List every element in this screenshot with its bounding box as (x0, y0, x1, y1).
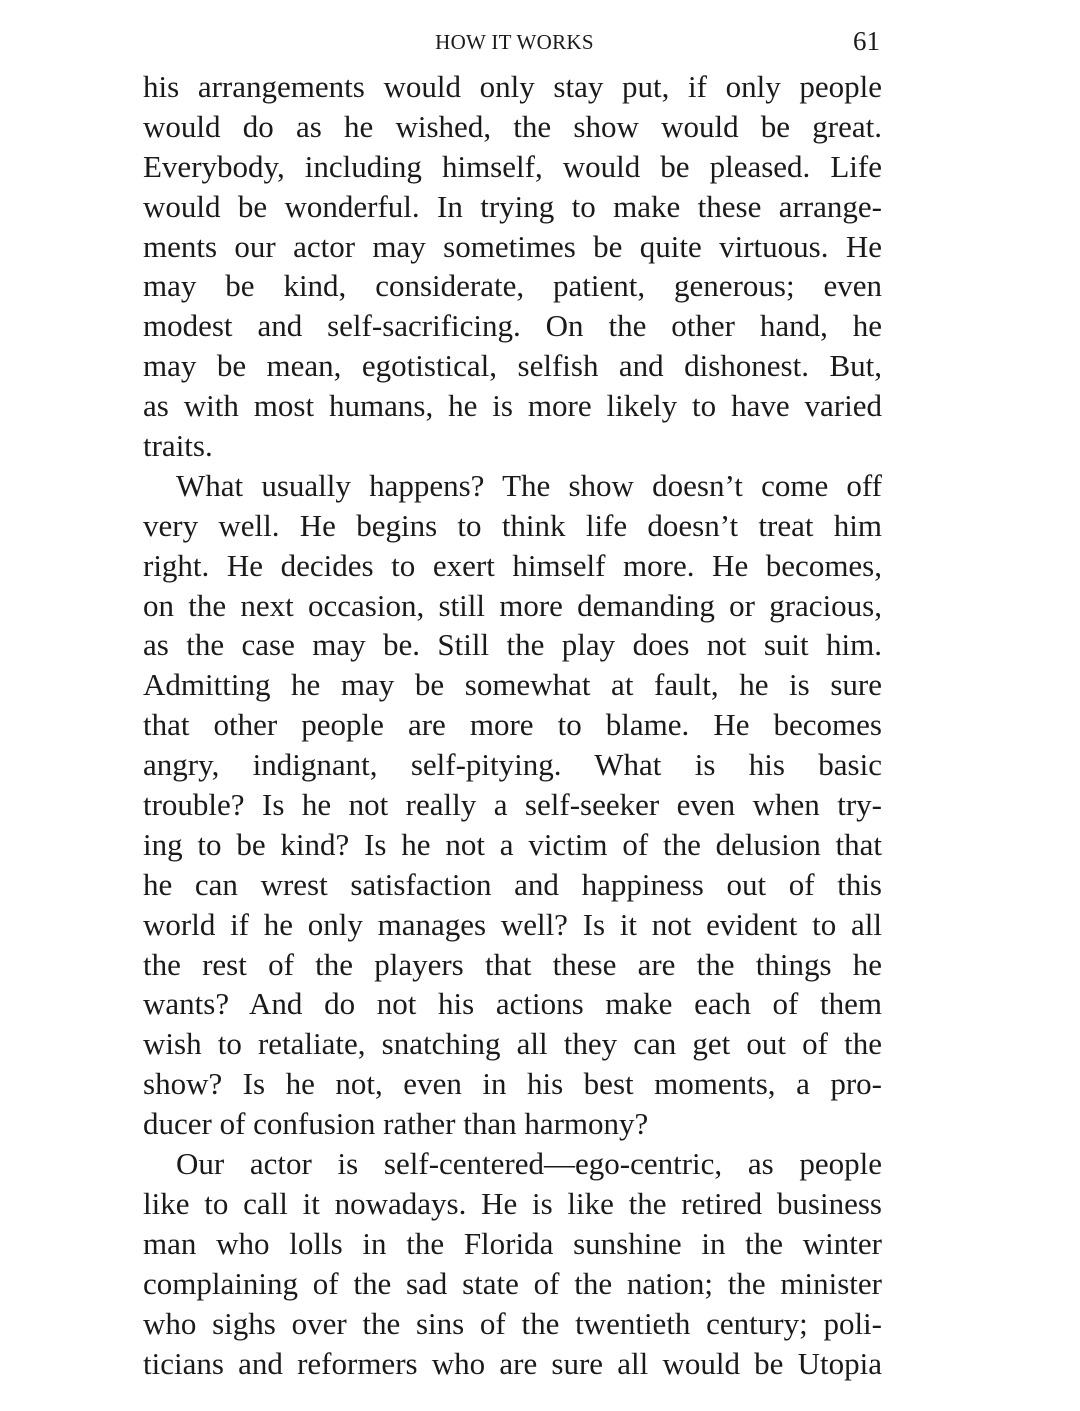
text-line: What usually happens? The show doesn’t come off (176, 467, 882, 503)
text-line: complaining of the sad state of the nation; the minister (143, 1265, 882, 1301)
text-line: the rest of the players that these are the things he (143, 946, 882, 982)
text-line: right. He decides to exert himself more. He becomes, (143, 547, 882, 583)
text-line: he can wrest satisfaction and happiness out of this (143, 866, 882, 902)
text-line: his arrangements would only stay put, if only people (143, 69, 882, 104)
text-line: as with most humans, he is more likely to have varied (143, 388, 882, 424)
text-line: Admitting he may be somewhat at fault, he is sure (143, 667, 882, 703)
text-line: Our actor is self-centered—ego-centric, as people (176, 1146, 882, 1182)
text-line: ducer of confusion rather than harmony? (143, 1106, 649, 1142)
text-line: Everybody, including himself, would be pleased. Life (143, 148, 882, 184)
text-line: wants? And do not his actions make each of them (143, 986, 882, 1022)
text-line: ticians and reformers who are sure all would be Utopia (143, 1345, 882, 1381)
text-line: as the case may be. Still the play does not suit him. (143, 627, 882, 663)
text-line: traits. (143, 428, 213, 464)
text-line: wish to retaliate, snatching all they can get out of the (143, 1026, 882, 1062)
page-body (143, 67, 882, 1383)
text-line: show? Is he not, even in his best moments, a pro- (143, 1066, 882, 1102)
text-line: very well. He begins to think life doesn’t treat him (143, 507, 882, 543)
text-line: would do as he wished, the show would be great. (143, 108, 882, 144)
text-line: may be mean, egotistical, selfish and dishonest. But, (143, 348, 882, 384)
paragraph-1 (143, 67, 882, 466)
text-line: ing to be kind? Is he not a victim of the delusion that (143, 826, 882, 862)
text-line: who sighs over the sins of the twentieth century; poli- (143, 1305, 882, 1341)
paragraph-3 (143, 1144, 882, 1383)
page-number: 61 (853, 26, 880, 56)
text-line: trouble? Is he not really a self-seeker even when try- (143, 787, 882, 823)
running-head (143, 26, 882, 60)
text-line: angry, indignant, self-pitying. What is his basic (143, 747, 882, 783)
text-line: modest and self-sacrificing. On the other hand, he (143, 308, 882, 344)
running-title: HOW IT WORKS (435, 30, 594, 54)
text-line: may be kind, considerate, patient, generous; even (143, 268, 882, 304)
paragraph-2 (143, 466, 882, 1144)
text-line: on the next occasion, still more demanding or gracious, (143, 587, 882, 623)
text-line: man who lolls in the Florida sunshine in the winter (143, 1225, 882, 1261)
text-line: that other people are more to blame. He becomes (143, 707, 882, 743)
text-line: ments our actor may sometimes be quite virtuous. He (143, 228, 882, 264)
text-line: would be wonderful. In trying to make these arrange- (143, 188, 882, 224)
text-line: like to call it nowadays. He is like the retired business (143, 1185, 882, 1221)
text-line: world if he only manages well? Is it not evident to all (143, 906, 882, 942)
